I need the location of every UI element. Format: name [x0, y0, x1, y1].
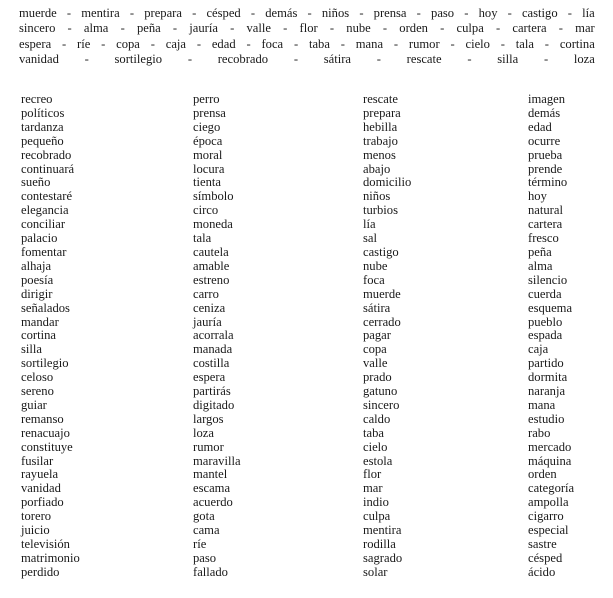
word-list-item: mana [528, 397, 556, 412]
word-list-item: muerde [363, 286, 401, 301]
word-separator: - [359, 6, 364, 20]
word-list-item: rodilla [363, 537, 396, 551]
header-word: mentira [81, 6, 120, 20]
header-word: cortina [559, 36, 595, 51]
word-separator: - [558, 21, 563, 36]
header-word: espera [19, 36, 52, 51]
word-list-item: paso [193, 550, 217, 565]
word-list-item: conciliar [21, 217, 66, 232]
word-list-item: tardanza [21, 119, 64, 134]
word-separator: - [250, 6, 256, 20]
word-separator: - [84, 52, 89, 67]
word-list-item: elegancia [21, 203, 69, 218]
word-list-item: césped [528, 550, 563, 565]
word-separator: - [187, 52, 193, 67]
header-line [19, 37, 595, 52]
word-separator: - [467, 52, 472, 67]
header-word: sortilegio [114, 52, 163, 67]
word-separator: - [376, 52, 381, 67]
header-word: silla [497, 52, 519, 67]
word-separator: - [440, 21, 445, 36]
header-word: vanidad [19, 52, 59, 67]
word-list-item: prueba [528, 147, 563, 162]
word-list-item: maravilla [193, 453, 241, 468]
word-list-item: poesía [21, 272, 54, 287]
word-list-item: época [193, 133, 223, 148]
word-separator: - [101, 36, 106, 51]
word-list-item: término [528, 175, 568, 190]
word-list-item: ciego [193, 119, 221, 134]
header-word: caja [165, 36, 187, 51]
word-list-item: contestaré [21, 189, 73, 204]
header-word: flor [299, 21, 318, 36]
word-list-item: ampolla [528, 495, 569, 510]
word-list-item: rumor [193, 439, 224, 454]
word-list-item: esquema [528, 300, 573, 315]
word-list-item: castigo [363, 244, 399, 259]
word-list-item: manada [193, 342, 233, 357]
header-word: sátira [323, 52, 352, 67]
word-separator: - [329, 21, 335, 36]
word-list-item: fresco [528, 231, 559, 246]
word-list-item: espada [528, 328, 563, 343]
header-word: alma [83, 21, 109, 36]
word-list-item: políticos [21, 105, 65, 120]
header-word: mar [575, 21, 595, 36]
header-word: cielo [465, 36, 490, 51]
word-list-item: foca [363, 272, 385, 287]
word-list-item: menos [363, 147, 396, 162]
word-separator: - [293, 36, 299, 51]
header-word: valle [246, 21, 271, 36]
word-list-item: dirigir [21, 286, 53, 301]
header-word-sequence [19, 6, 595, 68]
word-list-item: perro [193, 92, 220, 106]
word-column-3 [363, 93, 411, 580]
word-list-item: prepara [363, 105, 401, 120]
word-list-item: escama [193, 481, 231, 496]
word-list-item: moral [193, 147, 223, 162]
word-list-item: acuerdo [193, 495, 233, 510]
word-list-item: costilla [193, 356, 230, 371]
word-list-item: pagar [363, 328, 391, 343]
word-separator: - [196, 36, 202, 51]
word-separator: - [567, 6, 572, 20]
word-separator: - [543, 52, 549, 67]
word-list-item: espera [193, 370, 226, 385]
word-list-item: nube [363, 258, 388, 273]
word-list-item: continuará [21, 161, 75, 176]
word-list-item: turbios [363, 203, 398, 218]
word-list-item: especial [528, 523, 569, 538]
word-list-item: categoría [528, 481, 575, 496]
word-list-item: carro [193, 286, 219, 301]
word-list-item: torero [21, 509, 52, 524]
word-columns [0, 93, 613, 593]
word-list-item: cuerda [528, 286, 562, 301]
word-list-item: domicilio [363, 175, 412, 190]
word-list-item: flor [363, 467, 382, 482]
header-word: orden [399, 21, 428, 36]
word-list-item: símbolo [193, 189, 234, 204]
header-word: rumor [408, 36, 440, 51]
word-separator: - [495, 21, 501, 36]
word-list-item: silencio [528, 272, 568, 287]
header-word: mana [355, 36, 384, 51]
word-list-item: máquina [528, 453, 572, 468]
word-separator: - [507, 6, 512, 20]
word-list-item: moneda [193, 217, 233, 232]
word-list-item: televisión [21, 537, 70, 551]
word-list-item: cautela [193, 244, 229, 259]
header-word: loza [573, 52, 595, 67]
word-list-item: fomentar [21, 244, 67, 259]
word-list-item: palacio [21, 231, 58, 246]
word-list-item: culpa [363, 509, 391, 524]
word-list-item: imagen [528, 92, 566, 106]
word-list-item: pueblo [528, 314, 563, 329]
header-word: edad [211, 36, 236, 51]
word-list-item: recobrado [21, 147, 72, 162]
word-list-item: cortina [21, 328, 56, 343]
word-list-item: lía [363, 217, 376, 232]
word-list-item: cama [193, 523, 220, 538]
word-list-item: jauría [193, 314, 222, 329]
word-list-item: cielo [363, 439, 388, 454]
word-list-item: cerrado [363, 314, 401, 329]
word-list-item: fallado [193, 564, 228, 579]
word-list-item: gota [193, 509, 215, 524]
word-list-item: ácido [528, 564, 556, 579]
word-list-item: vanidad [21, 481, 61, 496]
word-list-item: prensa [193, 105, 226, 120]
word-list-item: renacuajo [21, 425, 70, 440]
word-list-item: silla [21, 342, 42, 357]
word-list-item: perdido [21, 564, 60, 579]
header-word: castigo [521, 6, 558, 20]
word-list-item: tienta [193, 175, 221, 190]
header-word: sincero [19, 21, 56, 36]
word-list-item: recreo [21, 92, 53, 106]
word-list-item: edad [528, 119, 552, 134]
header-word: tala [515, 36, 534, 51]
word-separator: - [382, 21, 388, 36]
header-line [19, 52, 595, 67]
header-word: prepara [144, 6, 182, 20]
header-word: jauría [189, 21, 218, 36]
word-list-item: natural [528, 203, 563, 218]
word-list-item: largos [193, 411, 224, 426]
word-separator: - [293, 52, 299, 67]
word-separator: - [230, 21, 235, 36]
header-word: césped [206, 6, 241, 20]
word-list-item: abajo [363, 161, 391, 176]
word-list-item: copa [363, 342, 387, 357]
header-word: taba [308, 36, 330, 51]
word-list-item: mantel [193, 467, 228, 482]
header-word: foca [261, 36, 284, 51]
word-list-item: hebilla [363, 119, 398, 134]
header-word: peña [136, 21, 161, 36]
header-word: ríe [77, 36, 91, 51]
header-word: lía [582, 6, 595, 20]
word-list-item: celoso [21, 370, 54, 385]
word-list-item: mentira [363, 523, 402, 538]
word-list-item: demás [528, 105, 561, 120]
header-word: niños [321, 6, 350, 20]
word-separator: - [192, 6, 197, 20]
word-list-item: alhaja [21, 258, 52, 273]
word-list-item: sueño [21, 175, 51, 190]
word-separator: - [61, 36, 67, 51]
word-list-item: niños [363, 189, 391, 204]
word-list-item: partido [528, 356, 564, 371]
word-separator: - [307, 6, 312, 20]
word-list-item: ocurre [528, 133, 561, 148]
word-list-item: remanso [21, 411, 64, 426]
word-list-item: taba [363, 425, 384, 440]
word-separator: - [246, 36, 251, 51]
word-list-item: caldo [363, 411, 391, 426]
word-list-item: cigarro [528, 509, 564, 524]
word-list-item: loza [193, 425, 214, 440]
word-list-item: estreno [193, 272, 230, 287]
word-separator: - [129, 6, 135, 20]
header-word: paso [431, 6, 455, 20]
word-list-item: constituye [21, 439, 73, 454]
word-list-item: estudio [528, 411, 565, 426]
header-word: prensa [373, 6, 407, 20]
word-list-item: sereno [21, 384, 54, 399]
word-list-item: partirás [193, 384, 231, 399]
word-list-item: señalados [21, 300, 70, 315]
word-list-item: amable [193, 258, 230, 273]
word-list-item: sastre [528, 537, 557, 551]
word-list-item: valle [363, 356, 388, 371]
word-list-item: mercado [528, 439, 572, 454]
word-separator: - [120, 21, 125, 36]
word-separator: - [544, 36, 549, 51]
word-list-item: sagrado [363, 550, 403, 565]
word-list-item: cartera [528, 217, 563, 232]
word-list-item: solar [363, 564, 388, 579]
word-separator: - [393, 36, 399, 51]
word-separator: - [340, 36, 345, 51]
header-word: hoy [478, 6, 498, 20]
word-list-item: gatuno [363, 384, 398, 399]
word-list-item: pequeño [21, 133, 64, 148]
word-list-item: hoy [528, 189, 547, 204]
word-separator: - [67, 21, 72, 36]
word-list-item: mar [363, 481, 383, 496]
word-list-item: sátira [363, 300, 391, 315]
word-separator: - [283, 21, 288, 36]
header-word: cartera [512, 21, 547, 36]
word-column-2 [193, 93, 241, 580]
word-list-item: indio [363, 495, 389, 510]
word-list-item: trabajo [363, 133, 398, 148]
word-list-item: porfiado [21, 495, 64, 510]
word-separator: - [416, 6, 421, 20]
word-separator: - [500, 36, 505, 51]
header-word: rescate [406, 52, 442, 67]
word-list-item: rescate [363, 92, 398, 106]
word-list-item: orden [528, 467, 557, 482]
word-list-item: juicio [21, 523, 50, 538]
word-list-item: digitado [193, 397, 235, 412]
word-column-1 [21, 93, 80, 580]
word-list-item: ríe [193, 537, 207, 551]
header-word: demás [265, 6, 298, 20]
word-list-item: prende [528, 161, 563, 176]
word-column-4 [528, 93, 574, 580]
word-list-item: fusilar [21, 453, 54, 468]
header-word: copa [116, 36, 140, 51]
header-line [19, 6, 595, 21]
word-list-item: matrimonio [21, 550, 80, 565]
word-separator: - [150, 36, 155, 51]
word-list-item: rayuela [21, 467, 59, 482]
word-list-item: circo [193, 203, 219, 218]
word-list-item: sal [363, 231, 377, 246]
word-list-item: acorrala [193, 328, 234, 343]
word-list-item: sortilegio [21, 356, 69, 371]
word-separator: - [450, 36, 455, 51]
word-list-item: caja [528, 342, 549, 357]
word-list-item: mandar [21, 314, 59, 329]
word-list-item: ceniza [193, 300, 226, 315]
header-word: recobrado [217, 52, 269, 67]
word-list-item: alma [528, 258, 553, 273]
word-list-item: rabo [528, 425, 551, 440]
word-separator: - [172, 21, 178, 36]
word-separator: - [464, 6, 469, 20]
word-list-item: peña [528, 244, 552, 259]
word-list-item: tala [193, 231, 212, 246]
word-list-item: estola [363, 453, 393, 468]
header-word: nube [346, 21, 371, 36]
word-list-item: guiar [21, 397, 47, 412]
header-word: culpa [456, 21, 484, 36]
header-word: muerde [19, 6, 57, 20]
word-list-item: dormita [528, 370, 568, 385]
word-list-item: sincero [363, 397, 400, 412]
word-list-item: naranja [528, 384, 566, 399]
word-list-item: locura [193, 161, 225, 176]
word-list-item: prado [363, 370, 392, 385]
word-separator: - [66, 6, 72, 20]
header-line [19, 21, 595, 36]
